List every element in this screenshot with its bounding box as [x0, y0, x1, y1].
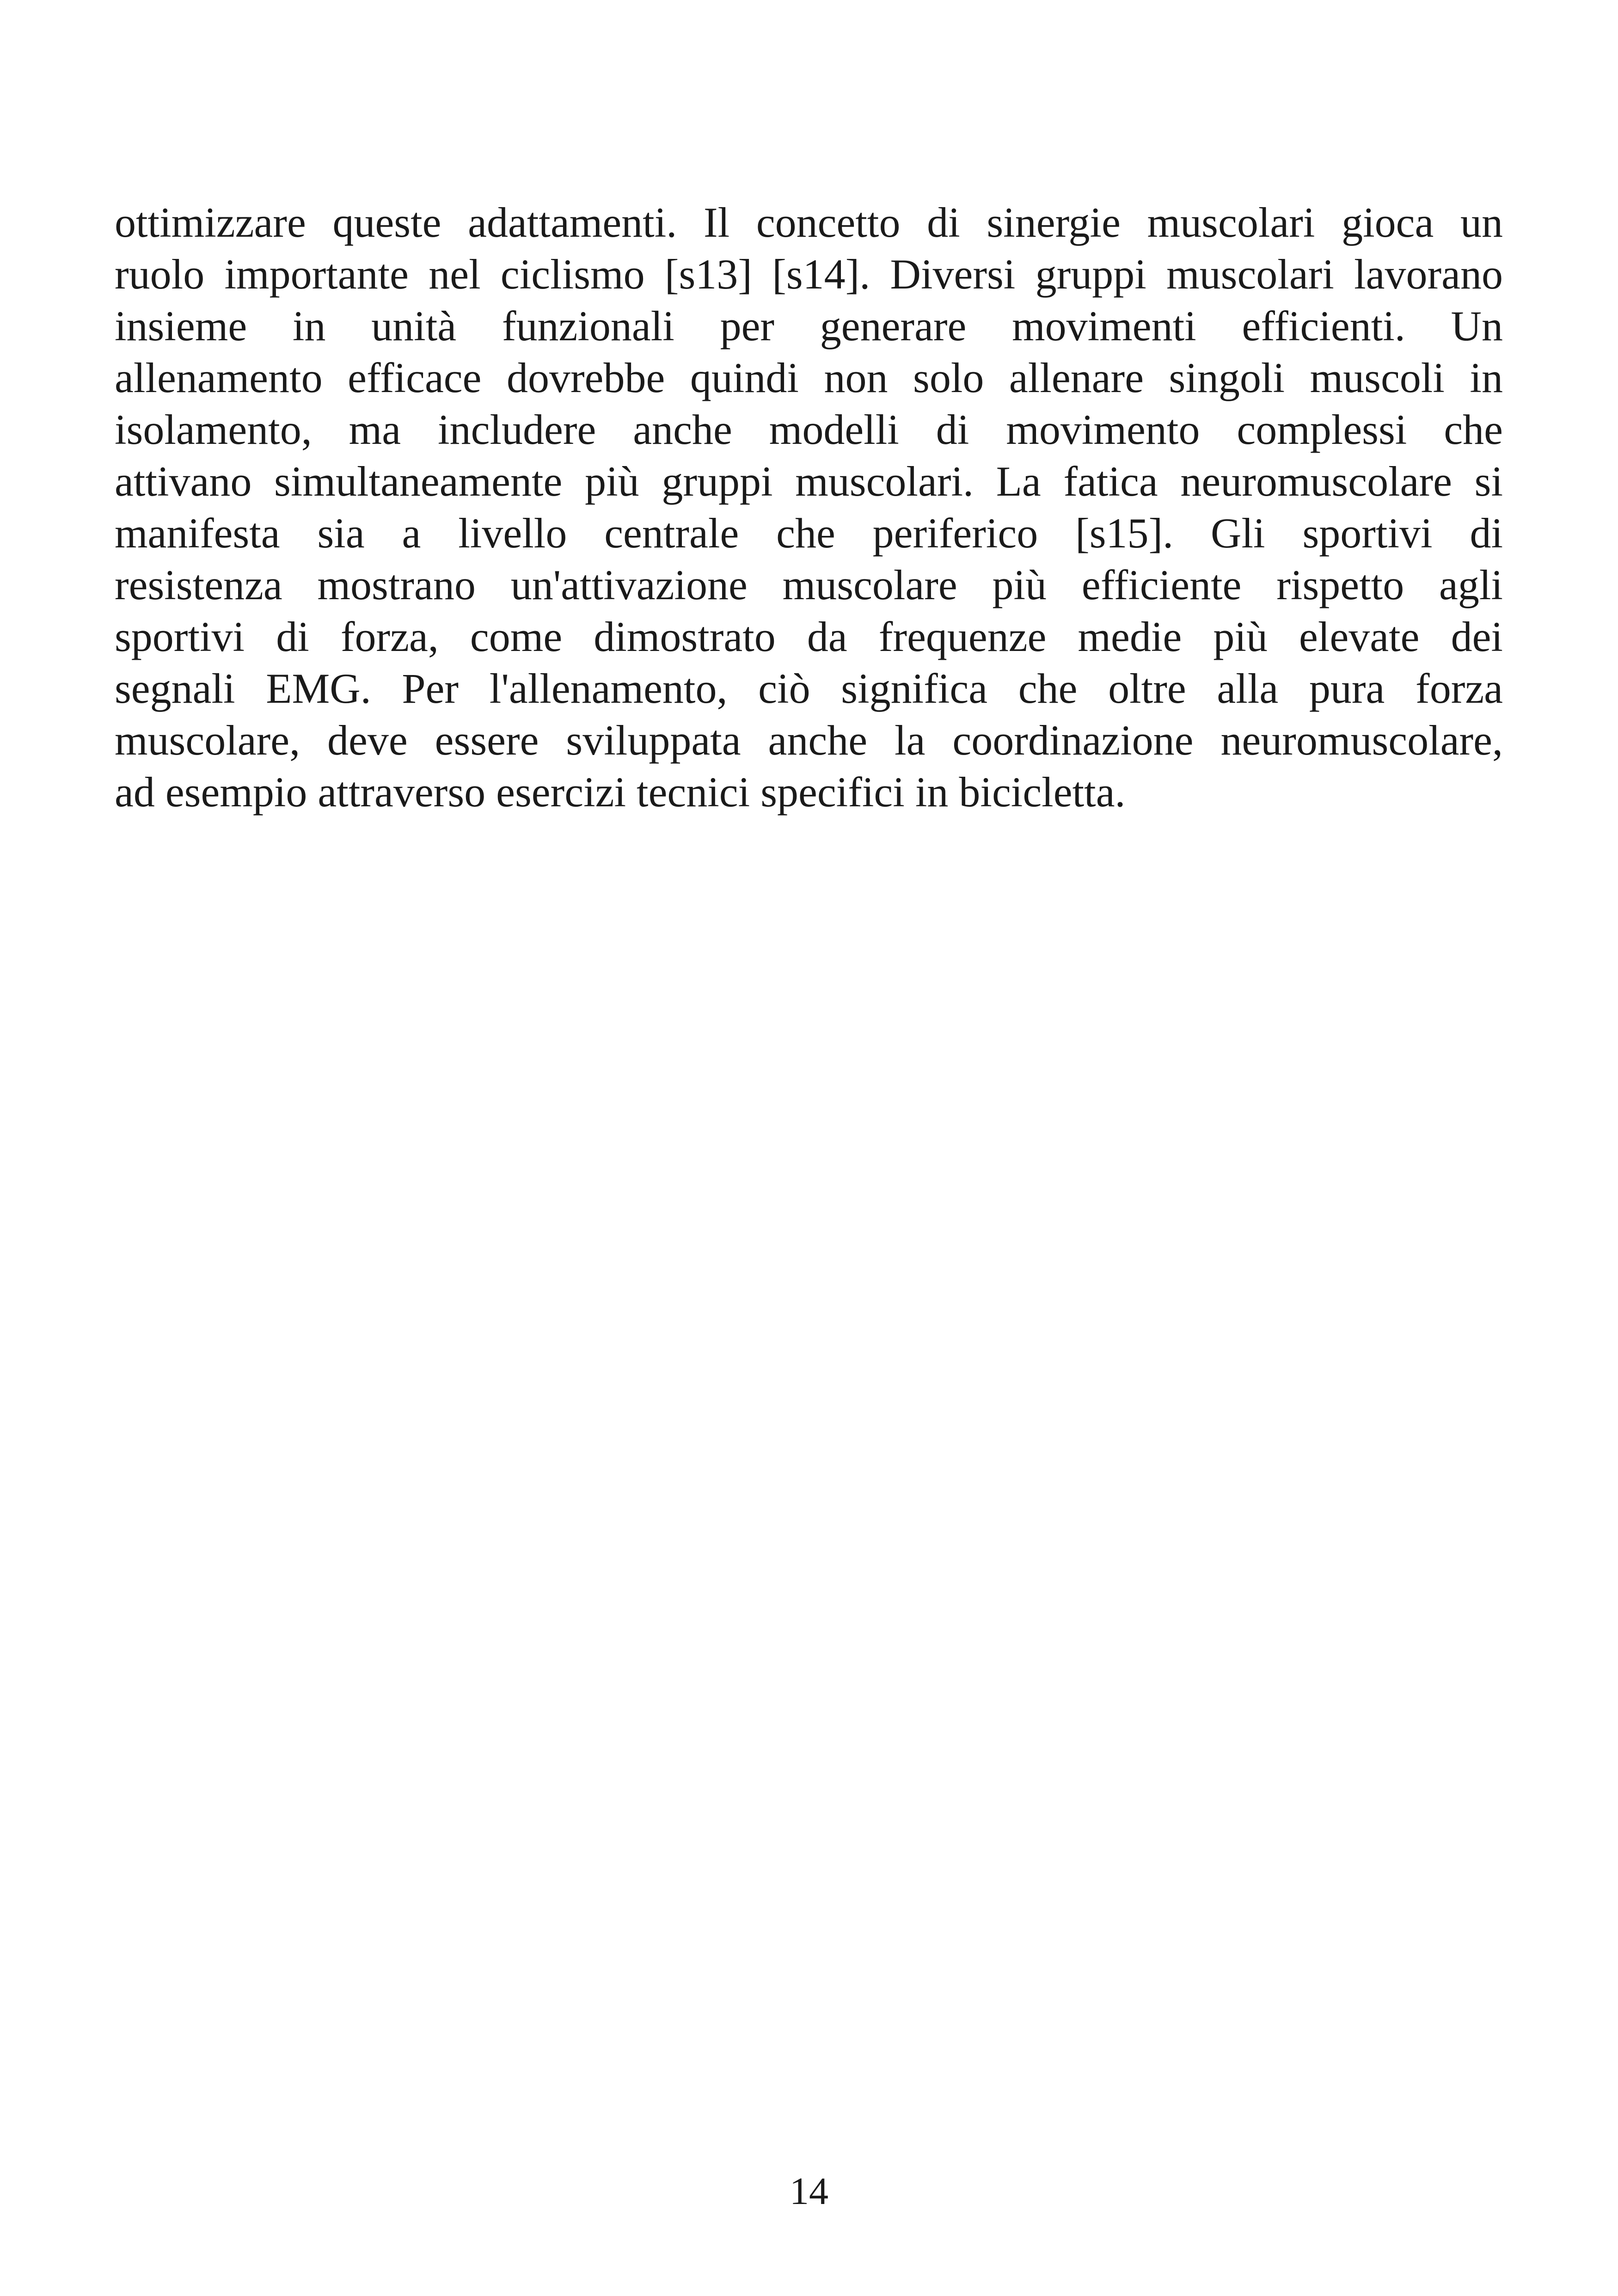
paragraph-line: sportivi di forza, come dimostrato da frequenze medie più elevate dei [115, 613, 1503, 660]
paragraph-line: allenamento efficace dovrebbe quindi non solo allenare singoli muscoli in [115, 354, 1503, 401]
paragraph-line: ad esempio attraverso esercizi tecnici specifici in bicicletta. [115, 768, 1126, 816]
paragraph-line: resistenza mostrano un'attivazione muscolare più efficiente rispetto agli [115, 561, 1503, 608]
body-paragraph [115, 196, 1503, 818]
paragraph-line: segnali EMG. Per l'allenamento, ciò significa che oltre alla pura forza [115, 665, 1503, 712]
paragraph-line: ottimizzare queste adattamenti. Il concetto di sinergie muscolari gioca un [115, 199, 1503, 246]
paragraph-line: attivano simultaneamente più gruppi muscolari. La fatica neuromuscolare si [115, 458, 1503, 505]
paragraph-line: insieme in unità funzionali per generare movimenti efficienti. Un [115, 302, 1503, 350]
paragraph-line: manifesta sia a livello centrale che periferico [s15]. Gli sportivi di [115, 510, 1503, 557]
page-number: 14 [790, 2170, 828, 2213]
paragraph-line: isolamento, ma includere anche modelli di movimento complessi che [115, 406, 1503, 453]
paragraph-line: ruolo importante nel ciclismo [s13] [s14]. Diversi gruppi muscolari lavorano [115, 251, 1503, 298]
paragraph-line: muscolare, deve essere sviluppata anche la coordinazione neuromuscolare, [115, 717, 1503, 764]
